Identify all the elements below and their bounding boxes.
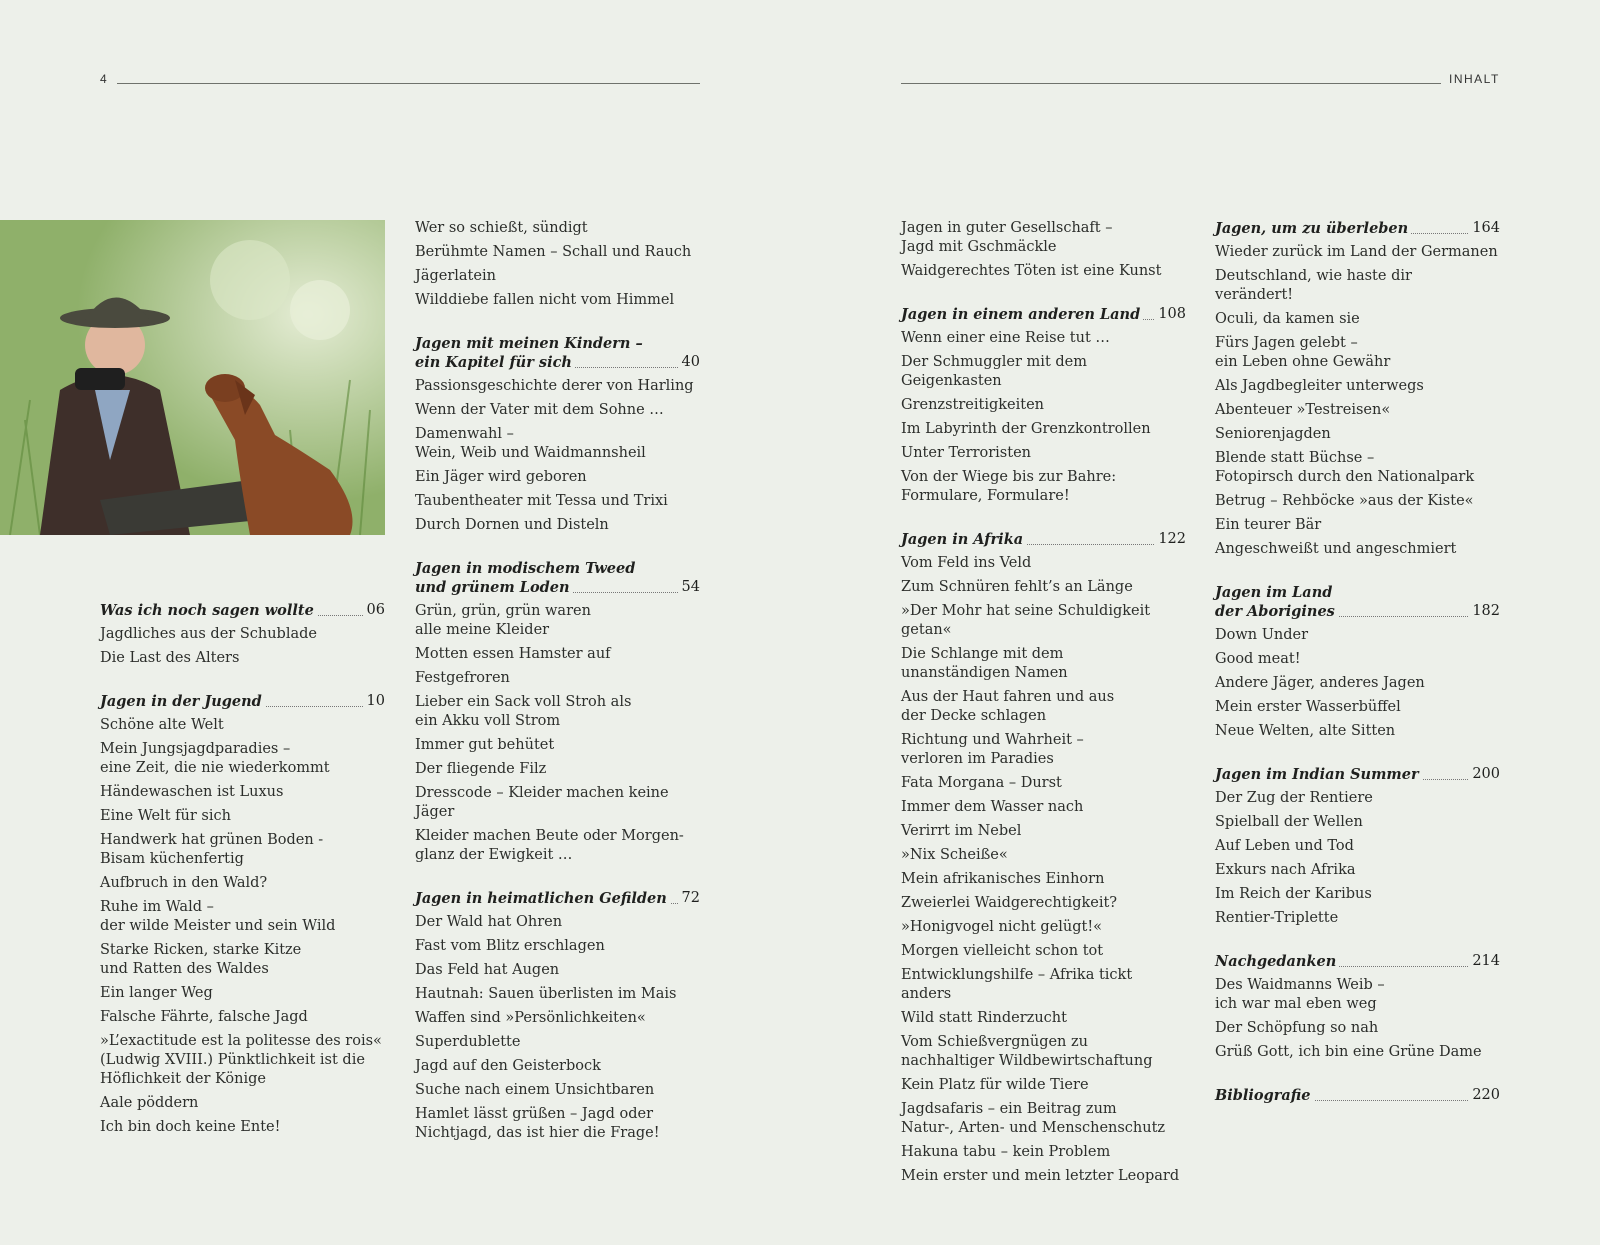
toc-entry: Spielball der Wellen [1215, 814, 1363, 830]
toc-entry: Jagen in guter Gesellschaft – Jagd mit Gschmäckle [901, 220, 1113, 255]
toc-entry: Aus der Haut fahren und aus der Decke schlagen [901, 689, 1115, 724]
toc-entry: Der Schmuggler mit dem Geigenkasten [901, 354, 1087, 389]
toc-entry: Falsche Fährte, falsche Jagd [100, 1009, 308, 1025]
chapter-heading: Jagen in einem anderen Land 108 [901, 306, 1186, 323]
toc-entry: Rentier-Triplette [1215, 910, 1339, 926]
toc-chapter [415, 219, 700, 310]
toc-entry: Kein Platz für wilde Tiere [901, 1077, 1089, 1093]
toc-entry: Von der Wiege bis zur Bahre: Formulare, Formulare! [901, 469, 1117, 504]
toc-entry: Ruhe im Wald – der wilde Meister und sein Wild [100, 899, 336, 934]
toc-entry: Abenteuer »Testreisen« [1215, 402, 1391, 418]
toc-entry: Unter Terroristen [901, 445, 1031, 461]
toc-entry: Waffen sind »Persönlichkeiten« [415, 1010, 646, 1026]
toc-entry: Grüß Gott, ich bin eine Grüne Dame [1215, 1044, 1482, 1060]
toc-column-4 [1215, 219, 1500, 1110]
toc-entry: Seniorenjagden [1215, 426, 1331, 442]
toc-entry: Mein afrikanisches Einhorn [901, 871, 1105, 887]
toc-entry: Auf Leben und Tod [1215, 838, 1354, 854]
toc-entry: Waidgerechtes Töten ist eine Kunst [901, 263, 1162, 279]
chapter-heading: Jagen, um zu überleben 164 [1215, 220, 1500, 237]
toc-chapter [1215, 1086, 1500, 1105]
chapter-heading: Jagen in Afrika 122 [901, 531, 1186, 548]
toc-entry: Ein teurer Bär [1215, 517, 1322, 533]
header-rule-left [117, 83, 700, 84]
page-number: 4 [100, 72, 107, 86]
toc-entry: »Honigvogel nicht gelügt!« [901, 919, 1103, 935]
toc-entry: Oculi, da kamen sie [1215, 311, 1360, 327]
toc-entry: Ein Jäger wird geboren [415, 469, 587, 485]
toc-entry: Andere Jäger, anderes Jagen [1215, 675, 1425, 691]
toc-entry: Verirrt im Nebel [901, 823, 1022, 839]
toc-entry: Taubentheater mit Tessa und Trixi [415, 493, 668, 509]
toc-entry: Wenn der Vater mit dem Sohne … [415, 402, 664, 418]
toc-chapter [901, 530, 1186, 1186]
toc-column-3 [901, 219, 1186, 1191]
toc-entry: Grenzstreitigkeiten [901, 397, 1044, 413]
toc-entry: Richtung und Wahrheit – verloren im Paradies [901, 732, 1084, 767]
toc-chapter [1215, 765, 1500, 928]
toc-entry: Berühmte Namen – Schall und Rauch [415, 244, 692, 260]
toc-entry: Suche nach einem Unsichtbaren [415, 1082, 655, 1098]
toc-entry: Hakuna tabu – kein Problem [901, 1144, 1111, 1160]
toc-entry: Der fliegende Filz [415, 761, 547, 777]
toc-entry: Aufbruch in den Wald? [100, 875, 268, 891]
toc-entry: Vom Schießvergnügen zu nachhaltiger Wildbewirtschaftung [901, 1034, 1153, 1069]
toc-entry: Im Labyrinth der Grenzkontrollen [901, 421, 1151, 437]
hunter-with-dog-photo [0, 220, 385, 535]
toc-entry: Jägerlatein [415, 268, 496, 284]
toc-entry: Des Waidmanns Weib – ich war mal eben weg [1215, 977, 1385, 1012]
section-title: INHALT [1449, 72, 1500, 86]
toc-entry: Im Reich der Karibus [1215, 886, 1372, 902]
toc-entry: Dresscode – Kleider machen keine Jäger [415, 785, 669, 820]
toc-entry: »L’exactitude est la politesse des rois« (Ludwig XVIII.) Pünktlichkeit ist die Höflichkeit der Könige [100, 1033, 382, 1087]
toc-entry: Als Jagdbegleiter unterwegs [1215, 378, 1424, 394]
toc-entry: Neue Welten, alte Sitten [1215, 723, 1396, 739]
toc-entry: Mein erster Wasserbüffel [1215, 699, 1401, 715]
toc-entry: Fürs Jagen gelebt – ein Leben ohne Gewähr [1215, 335, 1391, 370]
toc-entry: Wilddiebe fallen nicht vom Himmel [415, 292, 675, 308]
toc-chapter [1215, 219, 1500, 559]
toc-chapter [415, 334, 700, 535]
header-rule-right [901, 83, 1441, 84]
toc-entry: Wer so schießt, sündigt [415, 220, 588, 236]
toc-entry: Betrug – Rehböcke »aus der Kiste« [1215, 493, 1474, 509]
toc-entry: Starke Ricken, starke Kitze und Ratten des Waldes [100, 942, 302, 977]
chapter-heading: Jagen im Land der Aborigines 182 [1215, 584, 1500, 620]
toc-entry: Fata Morgana – Durst [901, 775, 1062, 791]
toc-chapter [1215, 583, 1500, 741]
toc-entry: Handwerk hat grünen Boden - Bisam küchenfertig [100, 832, 324, 867]
toc-entry: Damenwahl – Wein, Weib und Waidmannsheil [415, 426, 646, 461]
toc-entry: Fast vom Blitz erschlagen [415, 938, 605, 954]
toc-chapter [415, 559, 700, 865]
toc-entry: Jagdliches aus der Schublade [100, 626, 317, 642]
toc-entry: Schöne alte Welt [100, 717, 224, 733]
toc-entry: Grün, grün, grün waren alle meine Kleider [415, 603, 591, 638]
toc-chapter [901, 305, 1186, 506]
chapter-heading: Jagen in modischem Tweed und grünem Loden 54 [415, 560, 700, 596]
chapter-heading: Nachgedanken 214 [1215, 953, 1500, 970]
toc-chapter [100, 601, 385, 668]
toc-entry: Mein Jungsjagdparadies – eine Zeit, die nie wiederkommt [100, 741, 330, 776]
toc-entry: Aale pöddern [100, 1095, 199, 1111]
chapter-heading: Jagen mit meinen Kindern – ein Kapitel für sich 40 [415, 335, 700, 371]
toc-entry: Festgefroren [415, 670, 510, 686]
toc-chapter [415, 889, 700, 1143]
toc-entry: Zweierlei Waidgerechtigkeit? [901, 895, 1118, 911]
toc-entry: Der Wald hat Ohren [415, 914, 563, 930]
chapter-heading: Was ich noch sagen wollte 06 [100, 602, 385, 619]
toc-entry: Ich bin doch keine Ente! [100, 1119, 281, 1135]
toc-entry: Lieber ein Sack voll Stroh als ein Akku voll Strom [415, 694, 632, 729]
toc-entry: Good meat! [1215, 651, 1301, 667]
toc-entry: Der Zug der Rentiere [1215, 790, 1373, 806]
toc-entry: Jagd auf den Geisterbock [415, 1058, 601, 1074]
toc-entry: Immer dem Wasser nach [901, 799, 1084, 815]
chapter-heading: Jagen in der Jugend 10 [100, 693, 385, 710]
toc-entry: Mein erster und mein letzter Leopard [901, 1168, 1180, 1184]
toc-entry: Durch Dornen und Disteln [415, 517, 609, 533]
toc-entry: Down Under [1215, 627, 1309, 643]
toc-entry: Hautnah: Sauen überlisten im Mais [415, 986, 677, 1002]
toc-entry: Morgen vielleicht schon tot [901, 943, 1104, 959]
toc-entry: Deutschland, wie haste dir verändert! [1215, 268, 1412, 303]
toc-entry: Blende statt Büchse – Fotopirsch durch den Nationalpark [1215, 450, 1475, 485]
toc-column-1 [100, 601, 385, 1142]
toc-entry: Der Schöpfung so nah [1215, 1020, 1379, 1036]
toc-entry: Wieder zurück im Land der Germanen [1215, 244, 1498, 260]
toc-chapter [901, 219, 1186, 281]
toc-entry: Angeschweißt und angeschmiert [1215, 541, 1457, 557]
toc-entry: Jagdsafaris – ein Beitrag zum Natur-, Arten- und Menschenschutz [901, 1101, 1166, 1136]
toc-entry: Wild statt Rinderzucht [901, 1010, 1067, 1026]
toc-entry: Die Schlange mit dem unanständigen Namen [901, 646, 1068, 681]
chapter-heading: Bibliografie 220 [1215, 1087, 1500, 1104]
toc-entry: Das Feld hat Augen [415, 962, 560, 978]
toc-entry: Exkurs nach Afrika [1215, 862, 1356, 878]
toc-entry: Wenn einer eine Reise tut … [901, 330, 1110, 346]
toc-entry: Zum Schnüren fehlt’s an Länge [901, 579, 1133, 595]
toc-entry: Eine Welt für sich [100, 808, 231, 824]
toc-chapter [1215, 952, 1500, 1062]
toc-entry: Entwicklungshilfe – Afrika tickt anders [901, 967, 1133, 1002]
chapter-heading: Jagen im Indian Summer 200 [1215, 766, 1500, 783]
toc-entry: Händewaschen ist Luxus [100, 784, 284, 800]
toc-entry: Die Last des Alters [100, 650, 240, 666]
chapter-heading: Jagen in heimatlichen Gefilden 72 [415, 890, 700, 907]
toc-entry: Motten essen Hamster auf [415, 646, 611, 662]
toc-entry: Immer gut behütet [415, 737, 555, 753]
toc-column-2 [415, 219, 700, 1148]
toc-entry: Superdublette [415, 1034, 521, 1050]
toc-entry: Passionsgeschichte derer von Harling [415, 378, 694, 394]
toc-entry: Vom Feld ins Veld [901, 555, 1032, 571]
toc-chapter [100, 692, 385, 1137]
toc-entry: »Der Mohr hat seine Schuldigkeit getan« [901, 603, 1151, 638]
toc-entry: Ein langer Weg [100, 985, 213, 1001]
toc-entry: Hamlet lässt grüßen – Jagd oder Nichtjagd, das ist hier die Frage! [415, 1106, 660, 1141]
toc-entry: Kleider machen Beute oder Morgen- glanz der Ewigkeit … [415, 828, 684, 863]
toc-entry: »Nix Scheiße« [901, 847, 1008, 863]
